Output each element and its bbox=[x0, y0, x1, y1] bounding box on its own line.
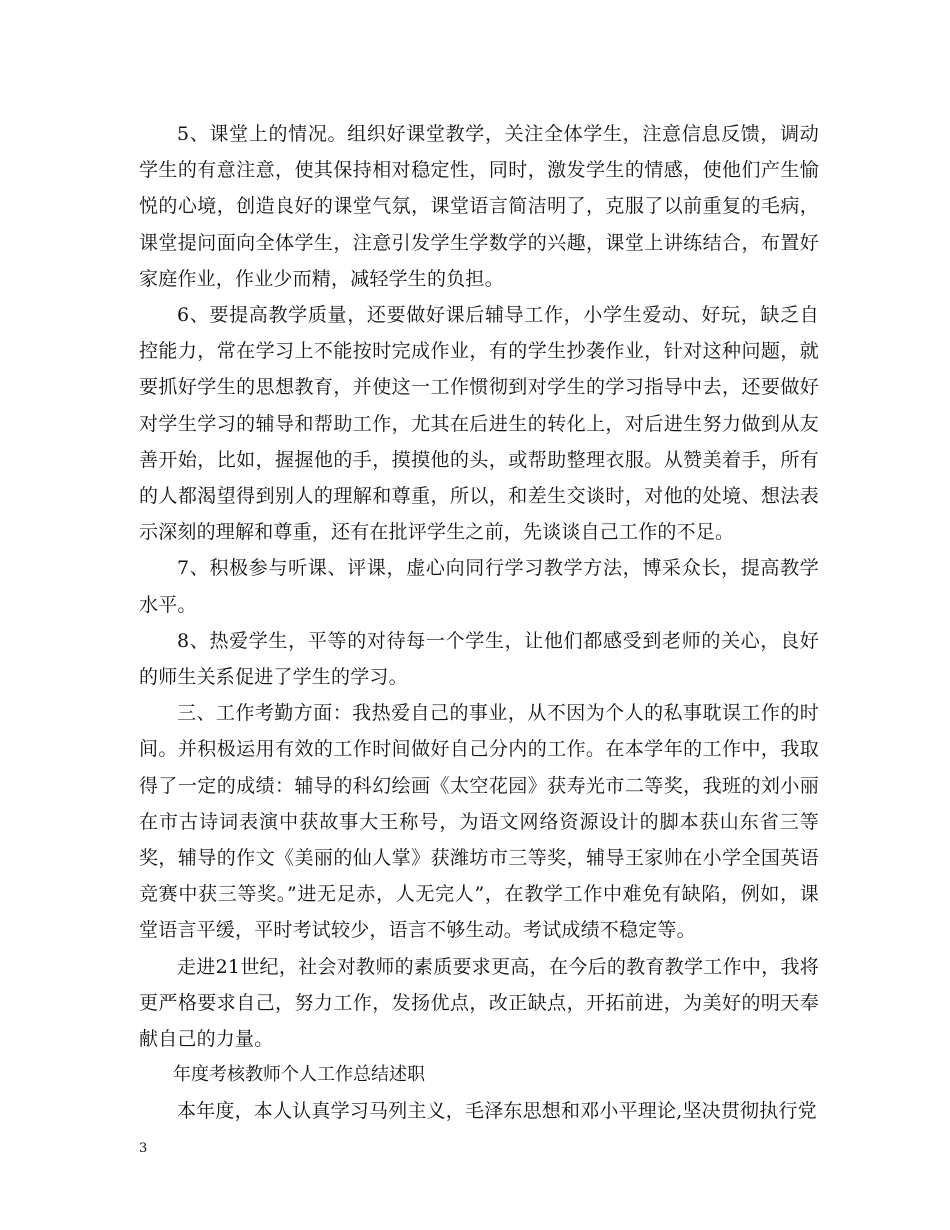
paragraph-after-class-tutoring: 6、要提高教学质量，还要做好课后辅导工作，小学生爱动、好玩，缺乏自控能力，常在学习上不能按时完成作业，有的学生抄袭作业，针对这种问题，就要抓好学生的思想教育，并使这一工作惯彻到对学生的学习指导中去，还要做好对学生学习的辅导和帮助工作，尤其在后进生的转化上，对后进生努力做到从友善开始，比如，握握他的手，摸摸他的头，或帮助整理衣服。从赞美着手，所有的人都渴望得到别人的理解和尊重，所以，和差生交谈时，对他的处境、想法表示深刻的理解和尊重，还有在批评学生之前，先谈谈自己工作的不足。 bbox=[139, 304, 819, 544]
paragraph-lesson-observation: 7、积极参与听课、评课，虚心向同行学习教学方法，博采众长，提高教学水平。 bbox=[139, 557, 819, 616]
section-heading: 年度考核教师个人工作总结述职 bbox=[173, 1064, 425, 1086]
paragraph-love-students: 8、热爱学生，平等的对待每一个学生，让他们都感受到老师的关心，良好的师生关系促进了学生的学习。 bbox=[139, 629, 819, 689]
paragraph-attendance: 三、工作考勤方面：我热爱自己的事业，从不因为个人的私事耽误工作的时间。并积极运用有效的工作时间做好自己分内的工作。在本学年的工作中，我取得了一定的成绩：辅导的科幻绘画《太空花园》获寿光市二等奖，我班的刘小丽在市古诗词表演中获故事大王称号，为语文网络资源设计的脚本获山东省三等奖，辅导的作文《美丽的仙人掌》获潍坊市三等奖，辅导王家帅在小学全国英语竞赛中获三等奖。”进无足赤，人无完人”，在教学工作中难免有缺陷，例如，课堂语言平缓，平时考试较少，语言不够生动。考试成绩不稳定等。 bbox=[139, 702, 819, 942]
paragraph-annual-review: 本年度，本人认真学习马列主义，毛泽东思想和邓小平理论,坚决贯彻执行党 bbox=[177, 1100, 817, 1123]
page-number: 3 bbox=[139, 1141, 148, 1156]
document-body bbox=[139, 116, 819, 1130]
paragraph-21st-century: 走进21世纪，社会对教师的素质要求更高，在今后的教育教学工作中，我将更严格要求自己，努力工作，发扬优点，改正缺点，开拓前进，为美好的明天奉献自己的力量。 bbox=[139, 955, 819, 1051]
paragraph-classroom-situation: 5、课堂上的情况。组织好课堂教学，关注全体学生，注意信息反馈，调动学生的有意注意，使其保持相对稳定性，同时，激发学生的情感，使他们产生愉悦的心境，创造良好的课堂气氛，课堂语言简洁明了，克服了以前重复的毛病，课堂提问面向全体学生，注意引发学生学数学的兴趣，课堂上讲练结合，布置好家庭作业，作业少而精，减轻学生的负担。 bbox=[139, 123, 819, 290]
